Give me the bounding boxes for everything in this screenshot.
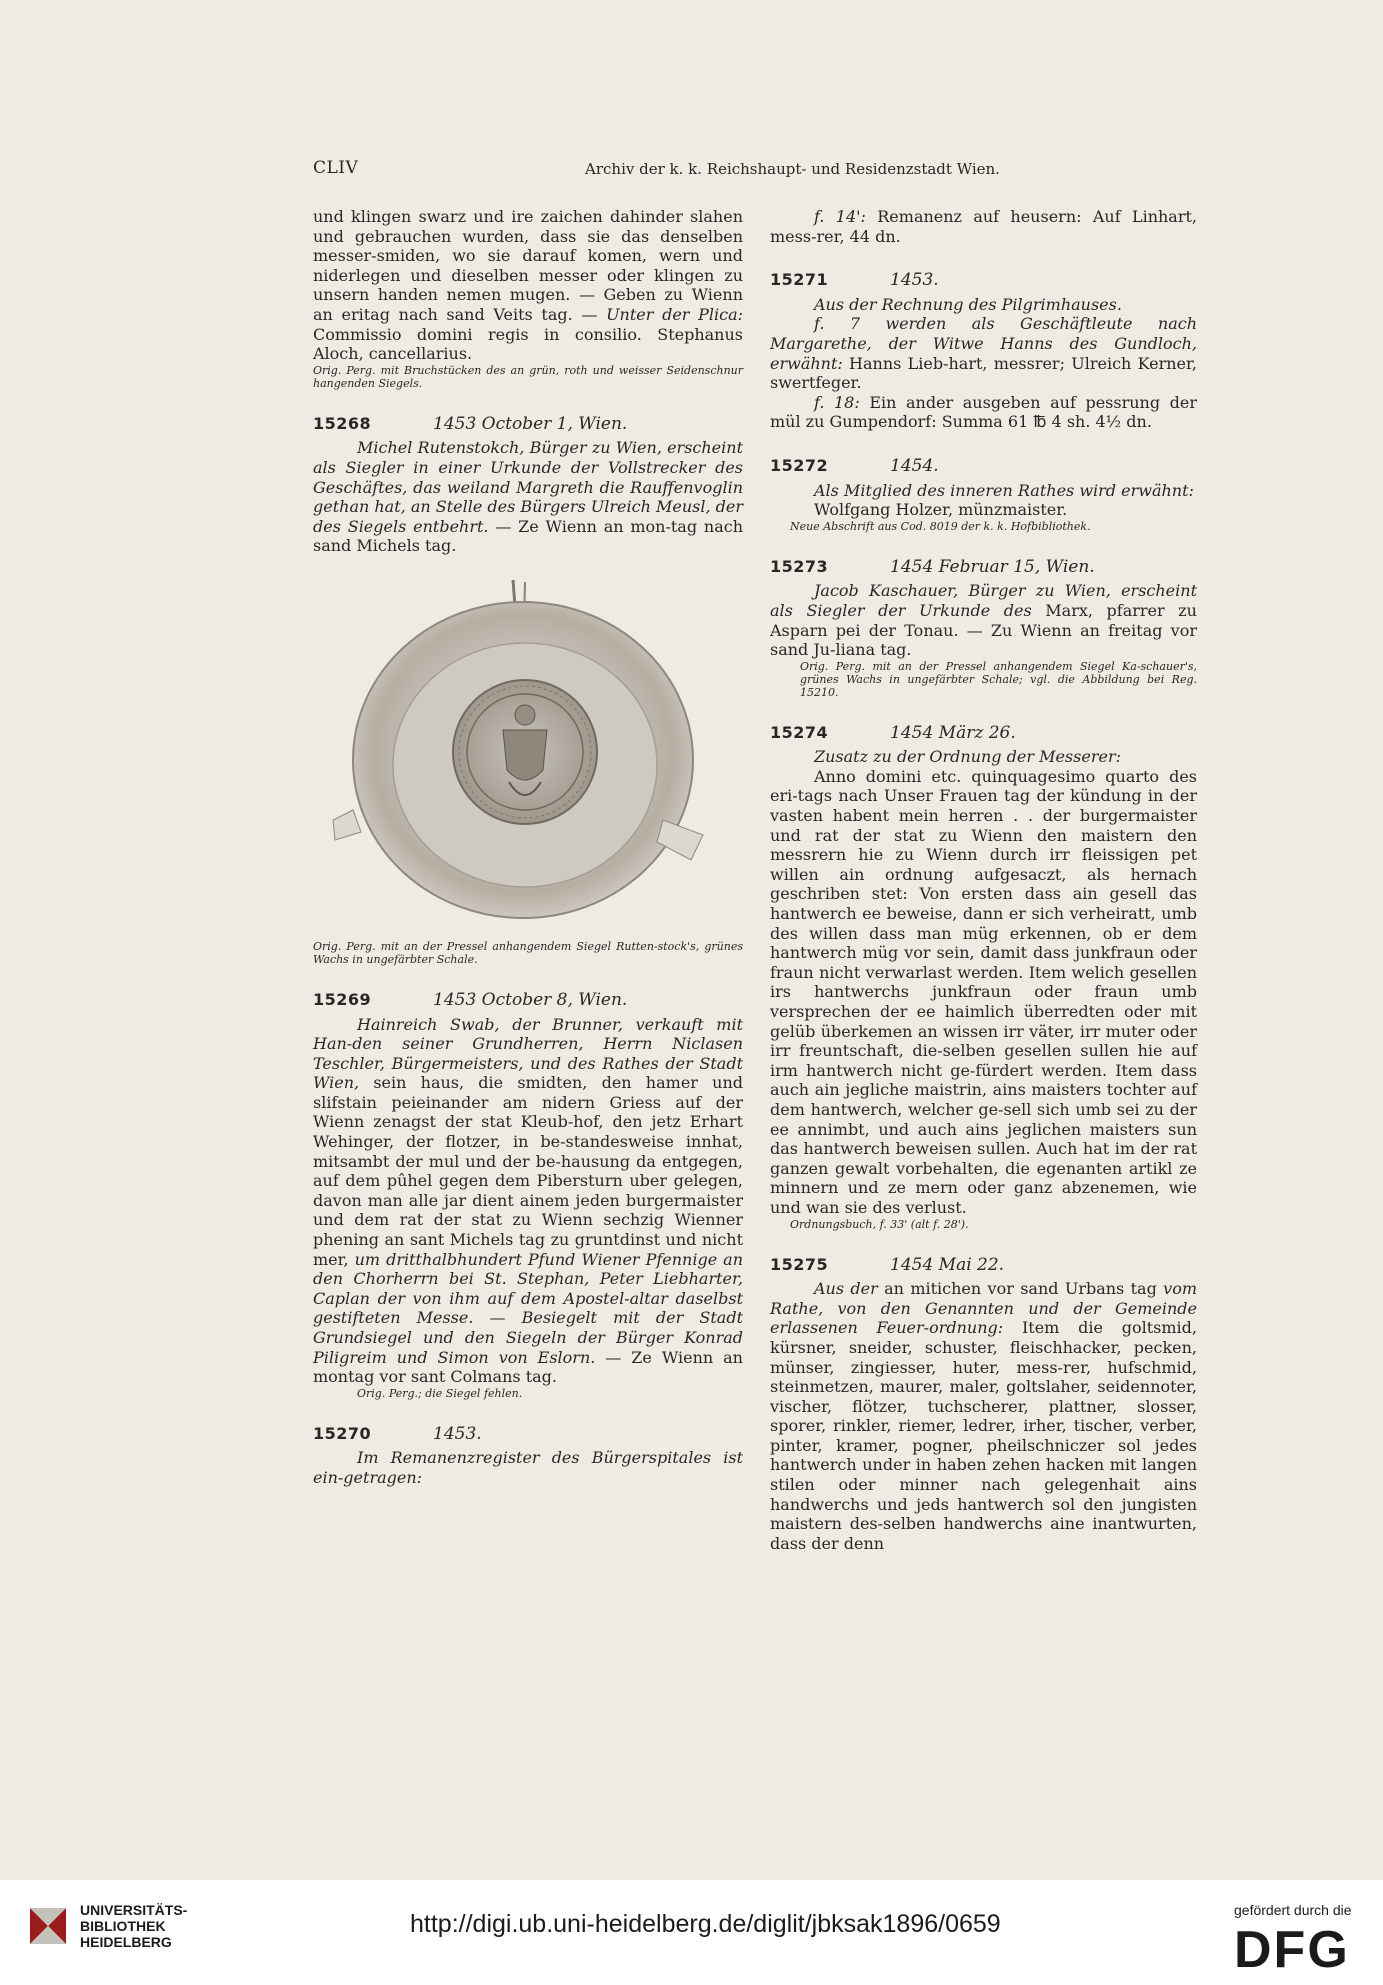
library-line-3: HEIDELBERG: [80, 1934, 172, 1950]
entry-text: sein haus, die smidten, den hamer und slifstain peieinander am nidern Griess auf der Wienn zenagst der stat Kleub-hof, den jetz Erhart Wehinger, der flotzer, in be-standesweise innhat, mitsambt der mul und der be-hausung da entgegen, auf dem pûhel gegen dem Pibersturn uber gelegen, davon man alle jar dient ainem jeden burgermaister und dem rat der stat zu Wienn sechzig Wienner phening an sant Michels tag zu gruntdinst und nicht mer,: [313, 1073, 743, 1269]
f18-paragraph: [770, 393, 1197, 432]
library-line-1: UNIVERSITÄTS-: [80, 1902, 188, 1918]
entry-header-15275: [770, 1255, 1197, 1276]
entry-number: 15274: [770, 722, 829, 742]
entry-body-15273: [770, 581, 1197, 659]
entry-date: 1454 Mai 22.: [890, 1254, 1005, 1275]
intro-paragraph: [313, 207, 743, 364]
library-line-2: BIBLIOTHEK: [80, 1918, 166, 1934]
entry-date: 1453 October 1, Wien.: [433, 413, 628, 434]
entry-date: 1453.: [890, 270, 939, 291]
entry-title-15274: Zusatz zu der Ordnung der Messerer:: [814, 747, 1121, 767]
entry-date: 1454 Februar 15, Wien.: [890, 556, 1095, 577]
entry-number: 15275: [770, 1254, 829, 1274]
entry-number: 15273: [770, 556, 829, 576]
running-title: Archiv der k. k. Reichshaupt- und Residenzstadt Wien.: [585, 160, 1000, 178]
entry-summary: Hainreich Swab, der Brunner, verkauft mit Han-den seiner Grundherren, Herrn Niclasen Teschler, Bürgermeisters, und des Rathes der Stadt Wien,: [313, 1014, 743, 1093]
entry-summary: Michel Rutenstokch, Bürger zu Wien, erscheint als Siegler in einer Urkunde der Vollstrecker des Geschäftes, das weiland Margreth die Rauffenvoglin gethan hat, an Stelle des Bürgers Ulreich Meusl, der des Siegels entbehrt.: [313, 438, 743, 536]
entry-text-2: — Ze Wienn an montag vor sant Colmans tag.: [313, 1347, 743, 1387]
f7-paragraph: [770, 314, 1197, 392]
entry-summary: Jacob Kaschauer, Bürger zu Wien, erscheint als Siegler der Urkunde des: [770, 581, 1197, 620]
folio-label: f. 18:: [814, 392, 860, 412]
intro-text: und klingen swarz und ire zaichen dahinder slahen und gebrauchen wurden, dass sie das denselben messer-smiden, wo sie darauf komen, wern und niderlegen und dieselben messer oder klingen zu unsern handen nemen mugen. — Geben zu Wienn an eritag nach sand Veits tag. —: [313, 207, 743, 324]
entry-summary-2: vom Rathe, von den Genannten und der Gemeinde erlassenen Feuer-ordnung:: [770, 1279, 1198, 1338]
seal-caption: Orig. Perg. mit an der Pressel anhangendem Siegel Rutten-stock's, grünes Wachs in ungefärbter Schale.: [313, 939, 743, 966]
entry-header-15274: [770, 723, 1197, 744]
intro-italic: Unter der Plica:: [606, 304, 744, 324]
entry-text-15272: Wolfgang Holzer, münzmaister.: [814, 500, 1068, 520]
folio-text: Ein ander ausgeben auf pessrung der mül zu Gumpendorf: Summa 61 ℔ 4 sh. 4½ dn.: [770, 392, 1198, 432]
entry-body-15269: [313, 1015, 743, 1387]
entry-number: 15271: [770, 270, 829, 290]
folio-label: f. 14':: [814, 207, 866, 226]
library-name: [80, 1902, 187, 1950]
entry-text-15274: Anno domini etc. quinquagesimo quarto des eri-tags nach Unser Frauen tag der kündung in der vasten habent mein herren . . der burgermaister und rat der stat zu Wienn den maistern den messrern hie zu Wienn durch irr fleissigen pet willen ain ordnung aufgesaczt, als hernach geschriben stet: Von ersten dass ain gesell das hantwerch ee beweise, dann er sich verheiratt, umb des willen dass man müg erkennen, ob er dem hantwerch müg vor sein, damit dass junkfraun oder fraun nicht verwarlast werden. Item welich gesellen irs hantwerchs junkfraun oder fraun umb versprechen der ee haimlich überredten oder mit gelüb überkemen an wissen irr väter, irr muter oder irr freuntschaft, die-selben gesellen sullen hie auf irm hantwerch nicht ge-fürdert werden. Item dass auch ain jegliche maistrin, ains maisters tochter auf dem hantwerch, welcher ge-sell sich umb sei zu der ee annimbt, und auch ains jeglichen maisters sun das hantwerch beweisen sullen. Auch hat im der rat ganzen gewalt vorbehalten, die egenanten artikl ze minnern und ze mern oder ganz abzenemen, wie und wan sie des verlust.: [770, 766, 1197, 1217]
entry-text-2: Item die goltsmid, kürsner, sneider, schuster, fleischhacker, pecken, münser, zingiesser, huter, mess-rer, hufschmid, steinmetzen, maurer, maler, goltslaher, seidennoter, vischer, flötzer, tuchscherer, plattner, slosser, sporer, rinkler, riemer, ledrer, irher, tischer, verber, pinter, kramer, pogner, pheilschniczer sol jedes hantwerch under in haben zehen hacken mit langen stilen oder minner nach gelegenhait ains handwerchs und jeds hantwerch sol den jungisten maistern des-selben handwerchs aine inantwurten, dass der denn: [770, 1318, 1197, 1553]
right-column: [770, 207, 1197, 1553]
permalink-url[interactable]: http://digi.ub.uni-heidelberg.de/diglit/jbksak1896/0659: [410, 1910, 1001, 1938]
entry-header-15268: [313, 414, 743, 435]
entry-number: 15269: [313, 989, 372, 1009]
folio-text: Remanenz auf heusern: Auf Linhart, mess-rer, 44 dn.: [770, 207, 1197, 246]
university-logo-icon: [24, 1902, 72, 1950]
entry-note: Orig. Perg.; die Siegel fehlen.: [357, 1386, 523, 1400]
entry-date: 1454 März 26.: [890, 722, 1016, 743]
entry-note: Ordnungsbuch, f. 33' (alt f. 28').: [790, 1217, 969, 1231]
entry-number: 15270: [313, 1423, 372, 1443]
entry-date: 1453.: [433, 1423, 482, 1444]
entry-text: — Ze Wienn an mon-tag nach sand Michels tag.: [313, 516, 744, 556]
seal-image: [313, 570, 743, 940]
f14-paragraph: [770, 207, 1197, 246]
entry-header-15272: [770, 456, 1197, 477]
entry-body-15268: [313, 438, 743, 556]
page-number: CLIV: [313, 158, 359, 178]
seal-illustration: [313, 570, 743, 940]
entry-date: 1454.: [890, 455, 939, 476]
entry-header-15271: [770, 270, 1197, 291]
left-column: [313, 207, 743, 1488]
footer-bar: [0, 1880, 1383, 1985]
entry-body-15275: [770, 1279, 1197, 1553]
funded-by-label: gefördert durch die: [1234, 1902, 1352, 1918]
dfg-logo: DFG: [1234, 1921, 1350, 1979]
entry-note: Neue Abschrift aus Cod. 8019 der k. k. Hofbibliothek.: [790, 519, 1091, 533]
entry-text: Marx, pfarrer zu Asparn pei der Tonau. — Zu Wienn an freitag vor sand Ju-liana tag.: [770, 600, 1197, 660]
intro-end: Commissio domini regis in consilio. Stephanus Aloch, cancellarius.: [313, 324, 743, 364]
entry-summary-15270: Im Remanenzregister des Bürgerspitales ist ein-getragen:: [313, 1448, 743, 1487]
entry-title-15272: Als Mitglied des inneren Rathes wird erwähnt:: [814, 480, 1194, 500]
entry-number: 15272: [770, 455, 829, 475]
folio-text: Hanns Lieb-hart, messrer; Ulreich Kerner, swertfeger.: [770, 353, 1197, 393]
folio-label: f. 7 werden als Geschäftleute nach Margarethe, der Witwe Hanns des Gundloch, erwähnt:: [770, 314, 1197, 373]
entry-date: 1453 October 8, Wien.: [433, 989, 628, 1010]
entry-header-15273: [770, 557, 1197, 578]
entry-number: 15268: [313, 413, 372, 433]
entry-title-15271: Aus der Rechnung des Pilgrimhauses.: [814, 294, 1122, 314]
entry-summary-2: um dritthalbhundert Pfund Wiener Pfennige an den Chorherrn bei St. Stephan, Peter Liebharter, Caplan der von ihm auf dem Apostel-altar daselbst gestifteten Messe. — Besiegelt mit der Stadt Grundsiegel und den Siegeln der Bürger Konrad Piligreim und Simon von Eslorn.: [313, 1249, 744, 1367]
entry-summary: Aus der: [814, 1279, 878, 1299]
entry-header-15269: [313, 990, 743, 1011]
entry-text: an mitichen vor sand Urbans tag: [877, 1279, 1164, 1299]
entry-note: Orig. Perg. mit an der Pressel anhangendem Siegel Ka-schauer's, grünes Wachs in ungefärbter Schale; vgl. die Abbildung bei Reg. 15210.: [800, 659, 1197, 699]
intro-note: Orig. Perg. mit Bruchstücken des an grün, roth und weisser Seidenschnur hangenden Siegels.: [313, 363, 743, 390]
entry-header-15270: [313, 1424, 743, 1445]
